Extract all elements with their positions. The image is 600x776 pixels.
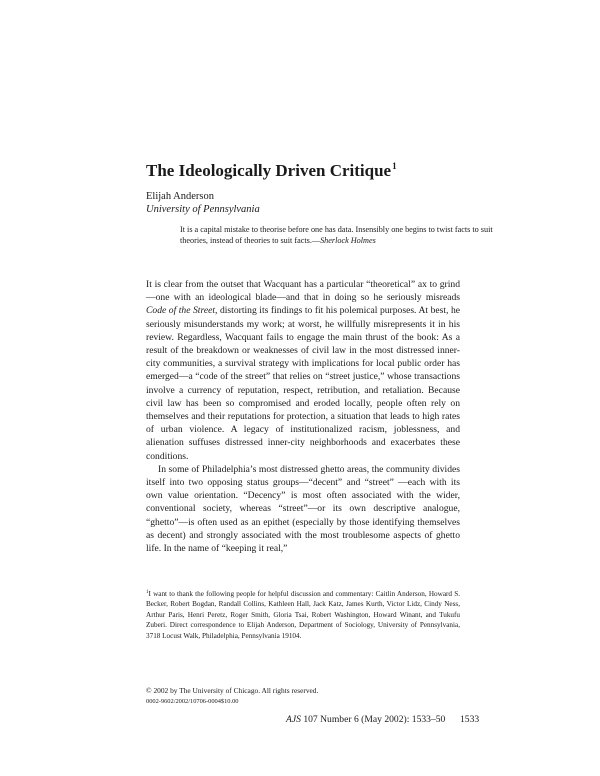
copyright-notice: © 2002 by The University of Chicago. All rights reserved. (146, 686, 319, 695)
doi-code: 0002-9602/2002/10706-0004$10.00 (146, 698, 239, 705)
body-paragraph-1 (146, 278, 460, 463)
epigraph-source: Sherlock Holmes (320, 236, 376, 246)
journal-citation (286, 713, 480, 726)
footnote-marker: 1 (146, 590, 149, 595)
body-paragraph-2: In some of Philadelphia’s most distressed ghetto areas, the community divides itself into two opposing status groups—“decent” and “street” —each with its own value orientation. “Decency” is most often associated with the wider, conventional society, whereas “street”—or its own descriptive analogue, “ghetto”—is often used as an epithet (especially by those identifying themselves as decent) and strongly associated with the most troublesome aspects of ghetto life. In the name of “keeping it real,” (146, 463, 460, 555)
p1-text-end: , distorting its findings to fit his polemical purposes. At best, he seriously misunderstands my work; at worst, he willfully misrepresents it in his review. Regardless, Wacquant fails to engage the main thrust of the book: As a result of the breakdown or weaknesses of civil law in the most distressed inner-city communities, a survival strategy with implications for local public order has emerged—a “code of the street” that relies on “street justice,” whose transactions involve a currency of reputation, respect, retribution, and retaliation. Because civil law has been so compromised and eroded locally, people often rely on themselves and their reputations for protection, a situation that leads to high rates of urban violence. A legacy of institutionalized racism, joblessness, and alienation suffuses distressed inner-city neighborhoods and exacerbates these conditions. (146, 305, 461, 462)
author-affiliation: University of Pennsylvania (146, 204, 260, 215)
journal-name: AJS (286, 714, 301, 725)
article-body (146, 278, 460, 555)
book-title: Code of the Street (146, 305, 216, 317)
citation-details: 107 Number 6 (May 2002): 1533–50 (303, 714, 446, 725)
epigraph-dash: — (311, 236, 321, 246)
author-name: Elijah Anderson (146, 191, 214, 202)
footnote-text: I want to thank the following people for helpful discussion and commentary: Caitlin Anderson, Howard S. Becker, Robert Bogdan, Randall Collins, Kathleen Hall, Jack Katz, James Kurth, Victor Lidz, Cindy Ness, Arthur Paris, Henri Peretz, Roger Smith, Gloria Tsai, Robert Washington, Howard Winant, and Tukufu Zuberi. Direct correspondence to Elijah Anderson, Department of Sociology, University of Pennsylvania, 3718 Locust Walk, Philadelphia, Pennsylvania 19104. (146, 590, 460, 640)
epigraph-quote: It is a capital mistake to theorise before one has data. Insensibly one begins to twist facts to suit theories, instead of theories to suit facts. (180, 225, 493, 246)
epigraph (180, 224, 510, 247)
footnote-1 (146, 589, 460, 641)
article-title-text: The Ideologically Driven Critique (146, 161, 392, 180)
title-footnote-marker[interactable]: 1 (392, 161, 397, 171)
page-number: 1533 (460, 714, 480, 725)
p1-text-start: It is clear from the outset that Wacquant has a particular “theoretical” ax to grind—one with an ideological blade—and that in doing so he seriously misreads (146, 279, 460, 304)
article-title (146, 160, 397, 182)
